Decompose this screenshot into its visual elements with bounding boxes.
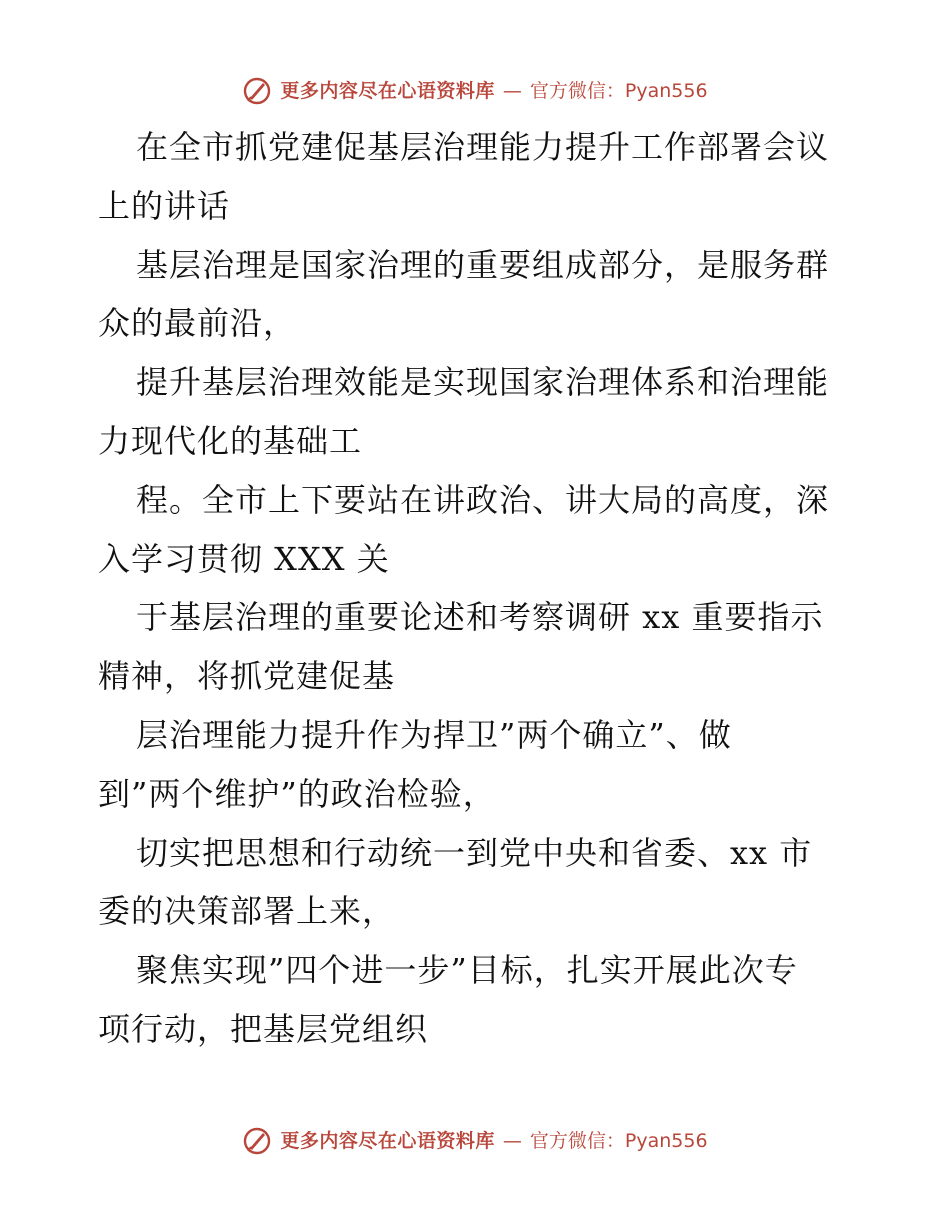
banner-dash: — — [502, 80, 522, 102]
text-line: 到”两个维护”的政治检验， — [98, 774, 496, 813]
text-line: 入学习贯彻 XXX 关 — [98, 539, 390, 578]
text-line: 聚焦实现”四个进一步”目标，扎实开展此次专 — [136, 951, 798, 990]
quill-logo-icon — [242, 76, 272, 106]
banner-dash: — — [502, 1130, 522, 1152]
text-line: 力现代化的基础工 — [98, 421, 363, 460]
text-line: 在全市抓党建促基层治理能力提升工作部署会议 — [136, 128, 830, 166]
banner-wechat: 官方微信：Pyan556 — [529, 80, 708, 102]
text-line: 程。全市上下要站在讲政治、讲大局的高度，深 — [136, 480, 830, 519]
quill-logo-icon — [242, 1126, 272, 1156]
text-line: 众的最前沿， — [98, 304, 297, 343]
document-body — [98, 118, 858, 1059]
text-line: 上的讲话 — [98, 186, 231, 225]
banner-slogan: 更多内容尽在心语资料库 — [280, 1130, 495, 1152]
text-line: 提升基层治理效能是实现国家治理体系和治理能 — [136, 363, 830, 402]
text-line: 于基层治理的重要论述和考察调研 xx 重要指示 — [136, 598, 824, 637]
text-line: 精神，将抓党建促基 — [98, 657, 396, 696]
banner-slogan: 更多内容尽在心语资料库 — [280, 80, 495, 102]
text-line: 委的决策部署上来， — [98, 892, 396, 931]
text-line: 项行动，把基层党组织 — [98, 1009, 429, 1048]
text-line: 层治理能力提升作为捍卫”两个确立”、做 — [136, 715, 732, 754]
text-line: 基层治理是国家治理的重要组成部分，是服务群 — [136, 245, 830, 284]
text-line: 切实把思想和行动统一到党中央和省委、xx 市 — [136, 833, 813, 872]
header-banner — [0, 76, 950, 106]
banner-wechat: 官方微信：Pyan556 — [529, 1130, 708, 1152]
footer-banner — [0, 1126, 950, 1156]
